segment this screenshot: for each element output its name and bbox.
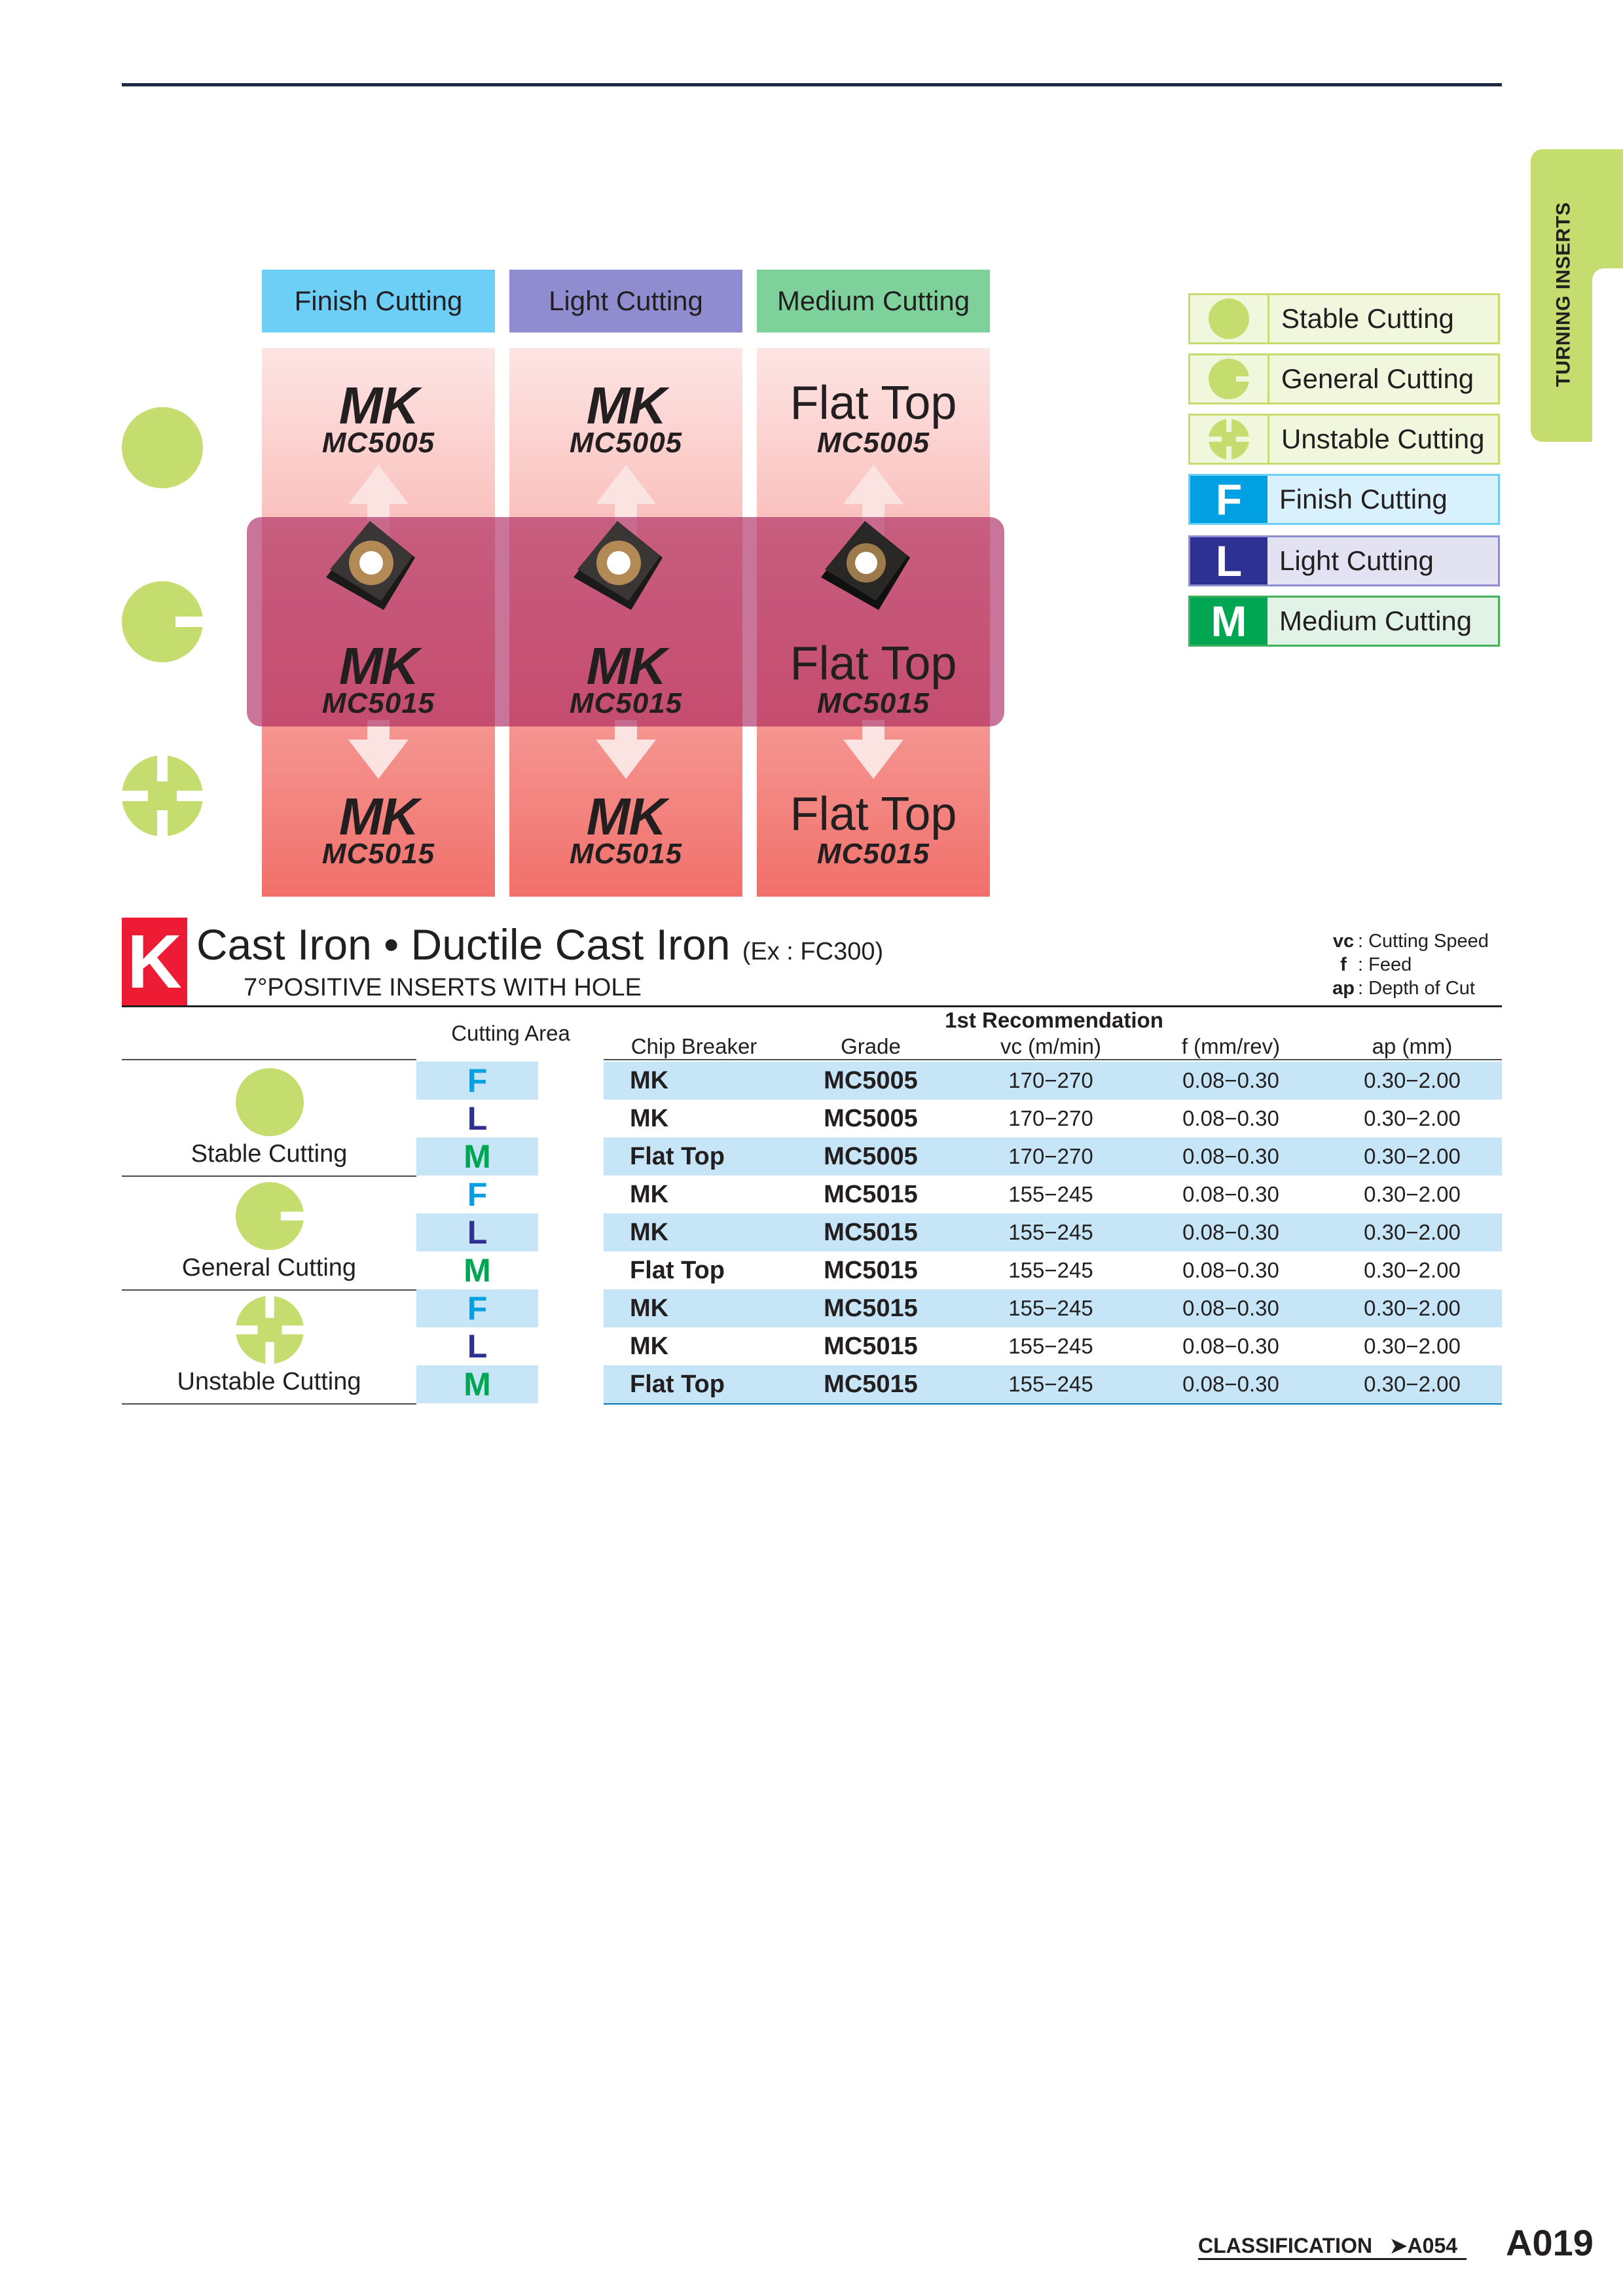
- chart-header-light: Light Cutting: [509, 270, 742, 332]
- cutting-area-letter: F: [416, 1289, 538, 1327]
- group-rule: [122, 1403, 416, 1405]
- page-number: A019: [1506, 2222, 1594, 2263]
- legend-general: [1188, 353, 1500, 404]
- arrow-down-icon: [843, 740, 903, 779]
- material-k-icon: K: [122, 918, 187, 1005]
- grade-label: MC5015: [321, 687, 435, 719]
- legend-stable: [1188, 293, 1500, 344]
- ap-cell: 0.30−2.00: [1364, 1220, 1461, 1244]
- abbr-key: f: [1340, 954, 1347, 975]
- chip-breaker-label: MK: [586, 637, 666, 695]
- grade-cell: MC5005: [824, 1104, 918, 1132]
- table-row: [122, 1062, 1502, 1100]
- grade-cell: MC5015: [824, 1180, 918, 1208]
- grade-cell: MC5015: [824, 1256, 918, 1284]
- cutting-area-letter: L: [416, 1213, 538, 1251]
- grade-label: MC5015: [321, 838, 435, 870]
- header-cutting-area: Cutting Area: [451, 1021, 570, 1045]
- chip-breaker-cell: Flat Top: [630, 1256, 725, 1284]
- rule: [122, 1059, 416, 1060]
- area-label-unstable: Unstable Cutting: [177, 1368, 361, 1395]
- grade-label: MC5015: [569, 838, 683, 870]
- chip-breaker-cell: MK: [630, 1066, 669, 1094]
- vc-cell: 155−245: [1008, 1296, 1093, 1320]
- unstable-cutting-icon: [122, 755, 203, 836]
- chip-breaker-label: MK: [586, 787, 666, 846]
- chip-breaker-label: MK: [338, 637, 418, 695]
- abbr-desc: : Cutting Speed: [1358, 931, 1489, 952]
- medium-letter-icon: M: [1190, 598, 1267, 645]
- ap-cell: 0.30−2.00: [1364, 1258, 1461, 1282]
- cutting-area-letter: L: [416, 1100, 538, 1138]
- legend-label: Medium Cutting: [1279, 605, 1472, 636]
- insert-image: [568, 517, 666, 615]
- grade-label: MC5015: [816, 687, 930, 719]
- grade-label: MC5005: [816, 427, 930, 459]
- f-cell: 0.08−0.30: [1182, 1258, 1279, 1282]
- stable-cutting-icon: [236, 1068, 304, 1136]
- arrow-down-icon: [348, 740, 409, 779]
- cutting-area-letter: M: [416, 1138, 538, 1175]
- legend-label: Finish Cutting: [1279, 484, 1448, 514]
- grade-cell: MC5015: [824, 1218, 918, 1246]
- cutting-area-letter: L: [416, 1327, 538, 1365]
- vc-cell: 155−245: [1008, 1334, 1093, 1358]
- legend-label: Unstable Cutting: [1281, 423, 1485, 454]
- grade-label: MC5005: [569, 427, 683, 459]
- ap-cell: 0.30−2.00: [1364, 1372, 1461, 1396]
- chip-breaker-cell: MK: [630, 1294, 669, 1322]
- vc-cell: 155−245: [1008, 1220, 1093, 1244]
- vc-cell: 170−270: [1008, 1106, 1093, 1130]
- table-row: [122, 1213, 1502, 1251]
- rule: [604, 1059, 1502, 1060]
- f-cell: 0.08−0.30: [1182, 1334, 1279, 1358]
- insert-image: [321, 517, 419, 615]
- f-cell: 0.08−0.30: [1182, 1068, 1279, 1092]
- general-cutting-icon: [236, 1182, 304, 1250]
- general-cutting-icon: [1209, 359, 1249, 399]
- header-chip-breaker: Chip Breaker: [630, 1034, 757, 1058]
- section-tab-notch: [1592, 268, 1623, 442]
- chip-breaker-label: Flat Top: [790, 377, 957, 429]
- group-rule: [604, 1403, 1502, 1405]
- vc-cell: 155−245: [1008, 1372, 1093, 1396]
- general-cutting-icon: [122, 581, 203, 662]
- top-rule: [122, 83, 1502, 86]
- group-header: 1st Recommendation: [945, 1008, 1163, 1032]
- header-ap: ap (mm): [1372, 1034, 1453, 1058]
- light-letter-icon: L: [1190, 537, 1267, 584]
- chip-breaker-cell: Flat Top: [630, 1370, 725, 1398]
- table-row: [122, 1289, 1502, 1327]
- chip-breaker-cell: MK: [630, 1332, 669, 1360]
- chip-breaker-label: MK: [338, 376, 418, 435]
- finish-letter-icon: F: [1190, 476, 1267, 523]
- vc-cell: 155−245: [1008, 1258, 1093, 1282]
- unstable-cutting-icon: [236, 1296, 304, 1364]
- chip-breaker-cell: MK: [630, 1104, 669, 1132]
- chip-breaker-label: Flat Top: [790, 637, 957, 690]
- abbr-key: ap: [1332, 978, 1355, 999]
- f-cell: 0.08−0.30: [1182, 1182, 1279, 1206]
- legend-unstable: [1188, 414, 1500, 465]
- chart-header-finish: Finish Cutting: [262, 270, 495, 332]
- legend-label: Light Cutting: [1279, 545, 1434, 576]
- arrow-down-icon: [596, 740, 656, 779]
- vc-cell: 170−270: [1008, 1144, 1093, 1168]
- legend-light: [1188, 535, 1500, 586]
- chart-header-medium: Medium Cutting: [757, 270, 990, 332]
- f-cell: 0.08−0.30: [1182, 1106, 1279, 1130]
- header-grade: Grade: [841, 1034, 901, 1058]
- f-cell: 0.08−0.30: [1182, 1372, 1279, 1396]
- area-label-general: General Cutting: [181, 1254, 357, 1282]
- ap-cell: 0.30−2.00: [1364, 1296, 1461, 1320]
- chip-breaker-label: MK: [338, 787, 418, 846]
- material-subtitle: 7°POSITIVE INSERTS WITH HOLE: [244, 974, 642, 1001]
- abbr-desc: : Depth of Cut: [1358, 978, 1475, 999]
- ap-cell: 0.30−2.00: [1364, 1182, 1461, 1206]
- abbr-key: vc: [1332, 931, 1355, 952]
- legend-medium: [1188, 596, 1500, 647]
- legend-label: General Cutting: [1281, 363, 1474, 394]
- ap-cell: 0.30−2.00: [1364, 1068, 1461, 1092]
- table-row: [122, 1100, 1502, 1138]
- footer-rule: [1198, 2258, 1467, 2260]
- material-title: Cast Iron • Ductile Cast Iron (Ex : FC300): [196, 920, 884, 969]
- grade-cell: MC5015: [824, 1370, 918, 1398]
- ap-cell: 0.30−2.00: [1364, 1334, 1461, 1358]
- legend-label: Stable Cutting: [1281, 303, 1454, 334]
- header-vc: vc (m/min): [1000, 1034, 1101, 1058]
- abbr-desc: : Feed: [1358, 954, 1412, 975]
- f-cell: 0.08−0.30: [1182, 1296, 1279, 1320]
- insert-image: [816, 517, 914, 615]
- cutting-area-letter: F: [416, 1062, 538, 1100]
- classification-link[interactable]: CLASSIFICATION ➤A054: [1198, 2234, 1458, 2257]
- grade-label: MC5015: [569, 687, 683, 719]
- stable-cutting-icon: [122, 407, 203, 488]
- vc-cell: 170−270: [1008, 1068, 1093, 1092]
- grade-cell: MC5015: [824, 1332, 918, 1360]
- grade-cell: MC5005: [824, 1066, 918, 1094]
- classification-ref[interactable]: ➤A054: [1389, 2234, 1458, 2257]
- chip-breaker-cell: MK: [630, 1218, 669, 1246]
- grade-label: MC5005: [321, 427, 435, 459]
- cutting-area-letter: M: [416, 1365, 538, 1403]
- legend-finish: [1188, 474, 1500, 525]
- table-row: [122, 1175, 1502, 1213]
- cutting-area-letter: M: [416, 1251, 538, 1289]
- header-f: f (mm/rev): [1181, 1034, 1281, 1058]
- stable-cutting-icon: [1209, 298, 1249, 339]
- chip-breaker-label: Flat Top: [790, 788, 957, 840]
- arrow-up-icon: [843, 465, 903, 504]
- chip-breaker-cell: Flat Top: [630, 1142, 725, 1170]
- ap-cell: 0.30−2.00: [1364, 1106, 1461, 1130]
- vc-cell: 155−245: [1008, 1182, 1093, 1206]
- grade-cell: MC5005: [824, 1142, 918, 1170]
- section-tab-label: TURNING INSERTS: [1552, 202, 1575, 387]
- arrow-up-icon: [596, 465, 656, 504]
- chip-breaker-label: MK: [586, 376, 666, 435]
- ap-cell: 0.30−2.00: [1364, 1144, 1461, 1168]
- unstable-cutting-icon: [1209, 419, 1249, 459]
- table-top-rule: [122, 1005, 1502, 1007]
- material-example: (Ex : FC300): [742, 938, 884, 965]
- grade-cell: MC5015: [824, 1294, 918, 1322]
- f-cell: 0.08−0.30: [1182, 1220, 1279, 1244]
- area-label-stable: Stable Cutting: [191, 1140, 348, 1168]
- table-row: [122, 1327, 1502, 1365]
- cutting-area-letter: F: [416, 1175, 538, 1213]
- chip-breaker-cell: MK: [630, 1180, 669, 1208]
- grade-label: MC5015: [816, 838, 930, 870]
- abbreviation-list: [1329, 929, 1489, 1000]
- arrow-up-icon: [348, 465, 409, 504]
- f-cell: 0.08−0.30: [1182, 1144, 1279, 1168]
